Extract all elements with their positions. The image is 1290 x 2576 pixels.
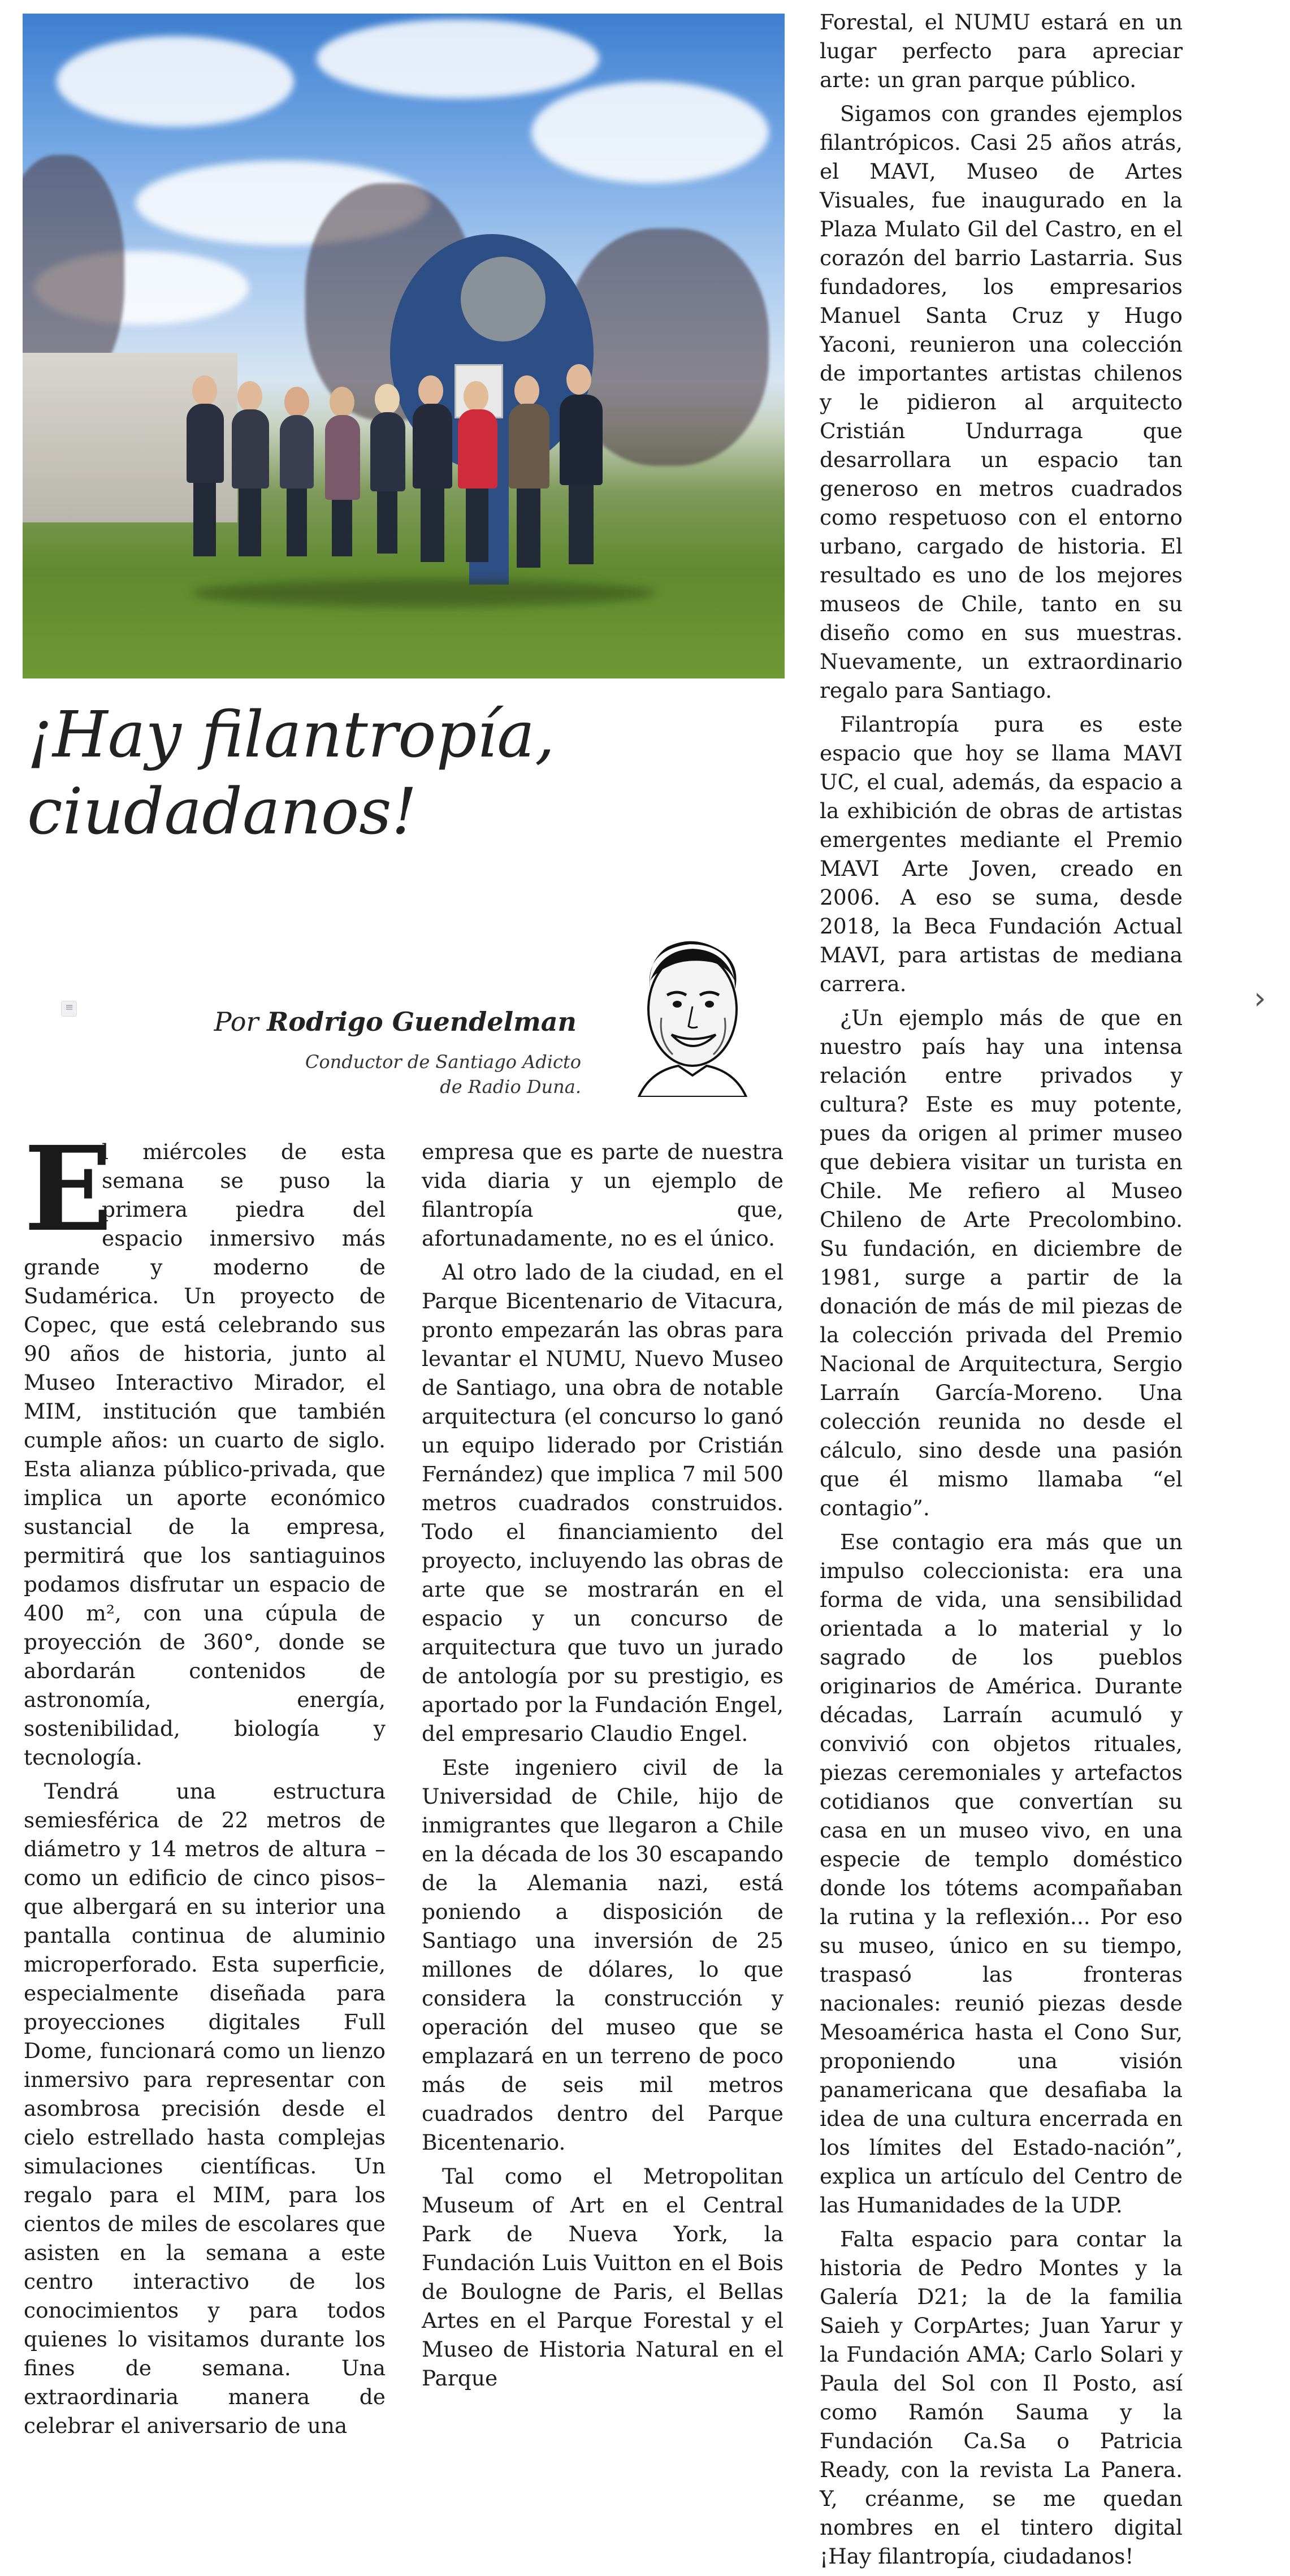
chevron-right-icon[interactable]: › xyxy=(1254,980,1266,1016)
headline-line-1: ¡Hay filantropía, xyxy=(27,698,555,772)
author-role-line-2: de Radio Duna. xyxy=(440,1076,581,1097)
paragraph: empresa que es parte de nuestra vida diaria y un ejemplo de filantropía que, afortunadamente, no es el único. xyxy=(422,1139,783,1251)
paragraph: Sigamos con grandes ejemplos filantrópicos. Casi 25 años atrás, el MAVI, Museo de Artes Visuales, fue inaugurado en la Plaza Mulato Gil del Castro, en el corazón del barrio Lastarria. Sus fundadores, los empresarios Manuel Santa Cruz y Hugo Yaconi, reunieron una colección de importantes artistas chilenos y le pidieron al arquitecto Cristián Undurraga que desarrollara un espacio tan generoso en metros cuadrados como respetuoso con el entorno urbano, cargado de historia. El resultado es uno de los mejores museos de Chile, tanto en su diseño como en sus muestras. Nuevamente, un extraordinario regalo para Santiago. xyxy=(820,101,1183,703)
author-name: Rodrigo Guendelman xyxy=(267,1006,577,1037)
paragraph: Tal como el Metropolitan Museum of Art en el Central Park de Nueva York, la Fundación Luis Vuitton en el Bois de Boulogne de Paris, el Bellas Artes en el Parque Forestal y el Museo de Historia Natural en el Parque xyxy=(422,2164,783,2391)
author-role xyxy=(305,1049,581,1099)
paragraph: Falta espacio para contar la historia de Pedro Montes y la Galería D21; la de la familia Saieh y CorpArtes; Juan Yarur y la Fundación AMA; Carlo Solari y Paula del Sol con Il Posto, así como Ramón Sauma y la Fundación Ca.Sa o Patricia Ready, con la revista La Panera. Y, créanme, se me quedan nombres en el tintero digital ¡Hay filantropía, ciudadanos! xyxy=(820,2227,1183,2569)
paragraph xyxy=(24,1121,386,1772)
paragraph: Ese contagio era más que un impulso coleccionista: era una forma de vida, una sensibilidad orientada a lo material y lo sagrado de los pueblos originarios de América. Durante décadas, Larraín acumuló y convivió con objetos rituales, piezas ceremoniales y artefactos cotidianos que convertían su casa en un museo vivo, en una especie de templo doméstico donde los tótems acompañaban la rutina y la reflexión... Por eso su museo, único en su tiempo, traspasó las fronteras nacionales: reunió piezas desde Mesoamérica hasta el Cono Sur, proponiendo una visión panamericana que desafiaba la idea de una cultura encerrada en los límites del Estado-nación”, explica un artículo del Centro de las Humanidades de la UDP. xyxy=(820,1529,1183,2218)
paragraph: Tendrá una estructura semiesférica de 22 metros de diámetro y 14 metros de altura –como un edificio de cinco pisos– que albergará en su interior una pantalla continua de aluminio microperforado. Esta superficie, especialmente diseñada para proyecciones digitales Full Dome, funcionará como un lienzo inmersivo para representar con asombrosa precisión desde el cielo estrellado hasta complejas simulaciones científicas. Un regalo para el MIM, para los cientos de miles de escolares que asisten en la semana a este centro interactivo de los conocimientos y para todos quienes lo visitamos durante los fines de semana. Una extraordinaria manera de celebrar el aniversario de una xyxy=(24,1779,386,2438)
drop-cap: E xyxy=(24,1121,113,1257)
article-column-3 xyxy=(820,8,1183,2576)
byline xyxy=(214,1006,577,1037)
paragraph: ¿Un ejemplo más de que en nuestro país hay una intensa relación entre privados y cultura? Este es muy potente, pues da origen al primer museo que debiera visitar un turista en Chile. Me refiero al Museo Chileno de Arte Precolombino. Su fundación, en diciembre de 1981, surge a partir de la donación de más de mil piezas de la colección privada del Premio Nacional de Arquitectura, Sergio Larraín García-Moreno. Una colección reunida no desde el cálculo, sino desde una pasión que él mismo llamaba “el contagio”. xyxy=(820,1005,1183,1520)
paragraph-text: l miércoles de esta semana se puso la primera piedra del espacio inmersivo más grande y moderno de Sudamérica. Un proyecto de Copec, que está celebrando sus 90 años de historia, junto al Museo Interactivo Mirador, el MIM, institución que también cumple años: un cuarto de siglo. Esta alianza público-privada, que implica un aporte económico sustancial de la empresa, permitirá que los santiaguinos podamos disfrutar un espacio de 400 m², con una cúpula de proyección de 360°, donde se abordarán contenidos de astronomía, energía, sostenibilidad, biología y tecnología. xyxy=(24,1139,386,1770)
list-icon[interactable] xyxy=(61,1001,77,1017)
paragraph: Filantropía pura es este espacio que hoy se llama MAVI UC, el cual, además, da espacio a la exhibición de obras de artistas emergentes mediante el Premio MAVI Arte Joven, creado en 2006. A eso se suma, desde 2018, la Beca Fundación Actual MAVI, para artistas de mediana carrera. xyxy=(820,712,1183,996)
byline-prefix: Por xyxy=(214,1006,259,1037)
headline-line-2: ciudadanos! xyxy=(27,775,417,849)
paragraph: Forestal, el NUMU estará en un lugar perfecto para apreciar arte: un gran parque público. xyxy=(820,10,1183,92)
article-photo xyxy=(23,14,785,678)
author-role-line-1: Conductor de Santiago Adicto xyxy=(305,1051,581,1073)
author-portrait xyxy=(627,927,757,1097)
paragraph: Este ingeniero civil de la Universidad de Chile, hijo de inmigrantes que llegaron a Chile en la década de los 30 escapando de la Alemania nazi, está poniendo a disposición de Santiago una inversión de 25 millones de dólares, lo que considera la construcción y operación del museo que se emplazará en un terreno de poco más de seis mil metros cuadrados dentro del Parque Bicentenario. xyxy=(422,1755,783,2155)
paragraph: Al otro lado de la ciudad, en el Parque Bicentenario de Vitacura, pronto empezarán las obras para levantar el NUMU, Nuevo Museo de Santiago, una obra de notable arquitectura (el concurso lo ganó un equipo liderado por Cristián Fernández) que implica 7 mil 500 metros cuadrados construidos. Todo el financiamiento del proyecto, incluyendo las obras de arte que se mostrarán en el espacio y un concurso de arquitectura que tuvo un jurado de antología por su prestigio, es aportado por la Fundación Engel, del empresario Claudio Engel. xyxy=(422,1260,783,1746)
article-column-2 xyxy=(422,1138,783,2398)
headline xyxy=(27,697,555,850)
article-column-1 xyxy=(24,1121,386,2445)
